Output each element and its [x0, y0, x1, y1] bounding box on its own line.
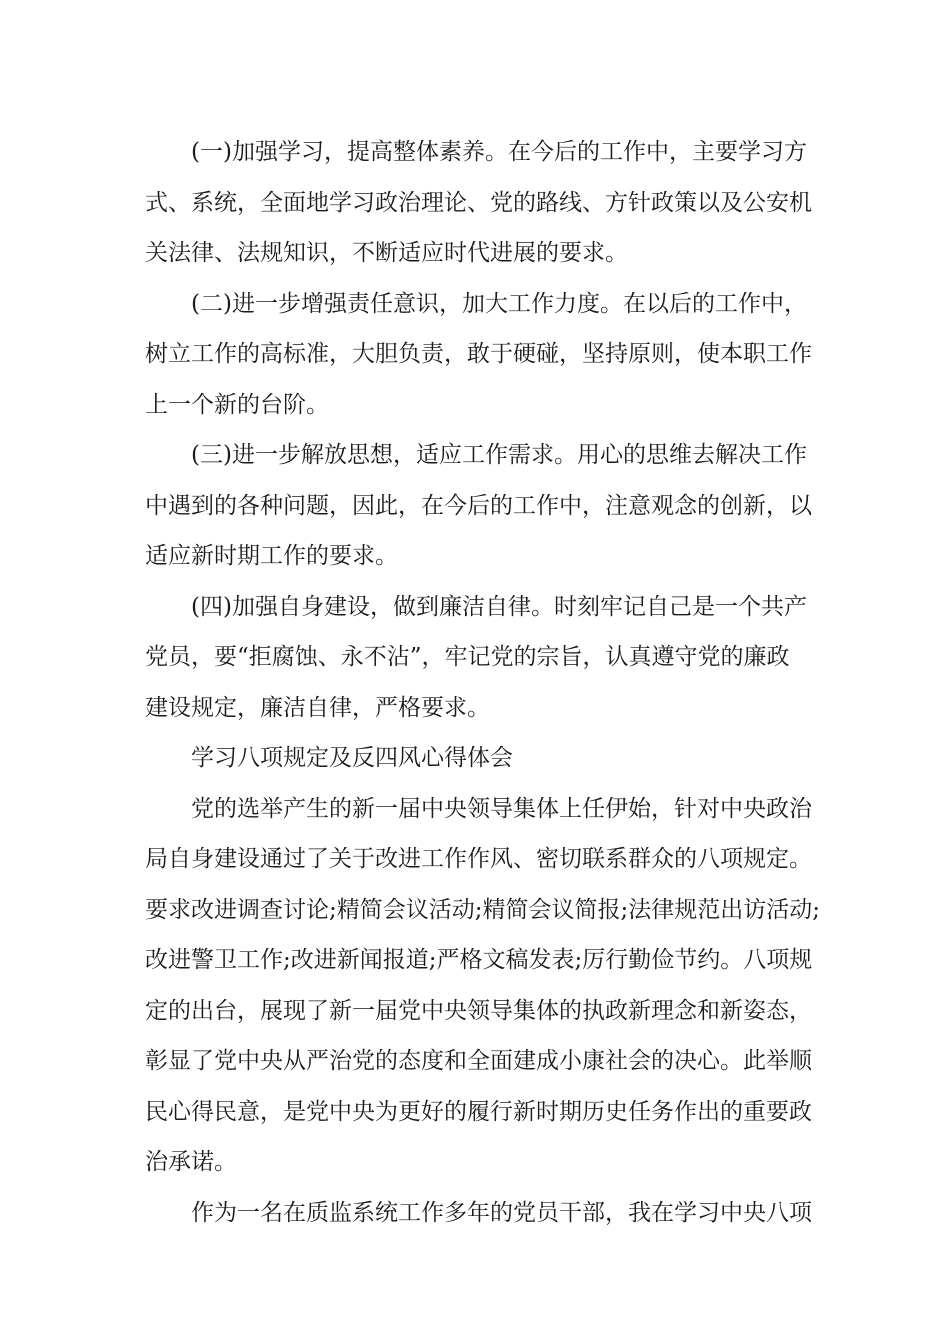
paragraph-line: 党的选举产生的新一届中央领导集体上任伊始，针对中央政治 — [191, 795, 812, 822]
paragraph-personal — [145, 1188, 815, 1239]
paragraph-line: (四)加强自身建设，做到廉洁自律。时刻牢记自己是一个共产 — [191, 593, 807, 620]
paragraph-responsibility — [145, 279, 815, 431]
paragraph-line: 式、系统，全面地学习政治理论、党的路线、方针政策以及公安机 — [145, 189, 812, 216]
paragraph-line: 树立工作的高标准，大胆负责，敢于硬碰，坚持原则，使本职工作 — [145, 341, 812, 367]
paragraph-line: 要求改进调查讨论;精简会议活动;精简会议简报;法律规范出访活动; — [145, 896, 820, 923]
paragraph-line: 改进警卫工作;改进新闻报道;严格文稿发表;厉行勤俭节约。八项规 — [145, 947, 813, 973]
paragraph-line: 上一个新的台阶。 — [145, 391, 329, 418]
paragraph-line: 党员，要“拒腐蚀、永不沾”，牢记党的宗旨，认真遵守党的廉政 — [145, 644, 790, 670]
paragraph-line: (三)进一步解放思想，适应工作需求。用心的思维去解决工作 — [191, 442, 807, 468]
paragraph-line: 作为一名在质监系统工作多年的党员干部，我在学习中央八项 — [191, 1199, 812, 1226]
paragraph-line: 关法律、法规知识，不断适应时代进展的要求。 — [145, 240, 628, 266]
section-title-text: 学习八项规定及反四风心得体会 — [191, 745, 513, 771]
paragraph-line: (二)进一步增强责任意识，加大工作力度。在以后的工作中， — [191, 290, 807, 317]
paragraph-eight-rules — [145, 784, 820, 1188]
paragraph-line: 适应新时期工作的要求。 — [145, 543, 398, 569]
section-title — [145, 733, 815, 784]
paragraph-line: 建设规定，廉洁自律，严格要求。 — [145, 694, 490, 721]
paragraph-line: 定的出台，展现了新一届党中央领导集体的执政新理念和新姿态， — [145, 997, 812, 1024]
paragraph-line: 彰显了党中央从严治党的态度和全面建成小康社会的决心。此举顺 — [145, 1048, 812, 1074]
paragraph-study — [145, 127, 815, 279]
paragraph-line: 局自身建设通过了关于改进工作作风、密切联系群众的八项规定。 — [145, 846, 812, 872]
paragraph-self-discipline — [145, 582, 815, 734]
paragraph-line: 治承诺。 — [145, 1149, 237, 1175]
paragraph-line: (一)加强学习，提高整体素养。在今后的工作中，主要学习方 — [191, 139, 807, 165]
paragraph-line: 民心得民意，是党中央为更好的履行新时期历史任务作出的重要政 — [145, 1098, 812, 1125]
paragraph-line: 中遇到的各种问题，因此，在今后的工作中，注意观念的创新，以 — [145, 492, 812, 519]
document-body — [145, 127, 820, 1238]
paragraph-thinking — [145, 430, 815, 582]
